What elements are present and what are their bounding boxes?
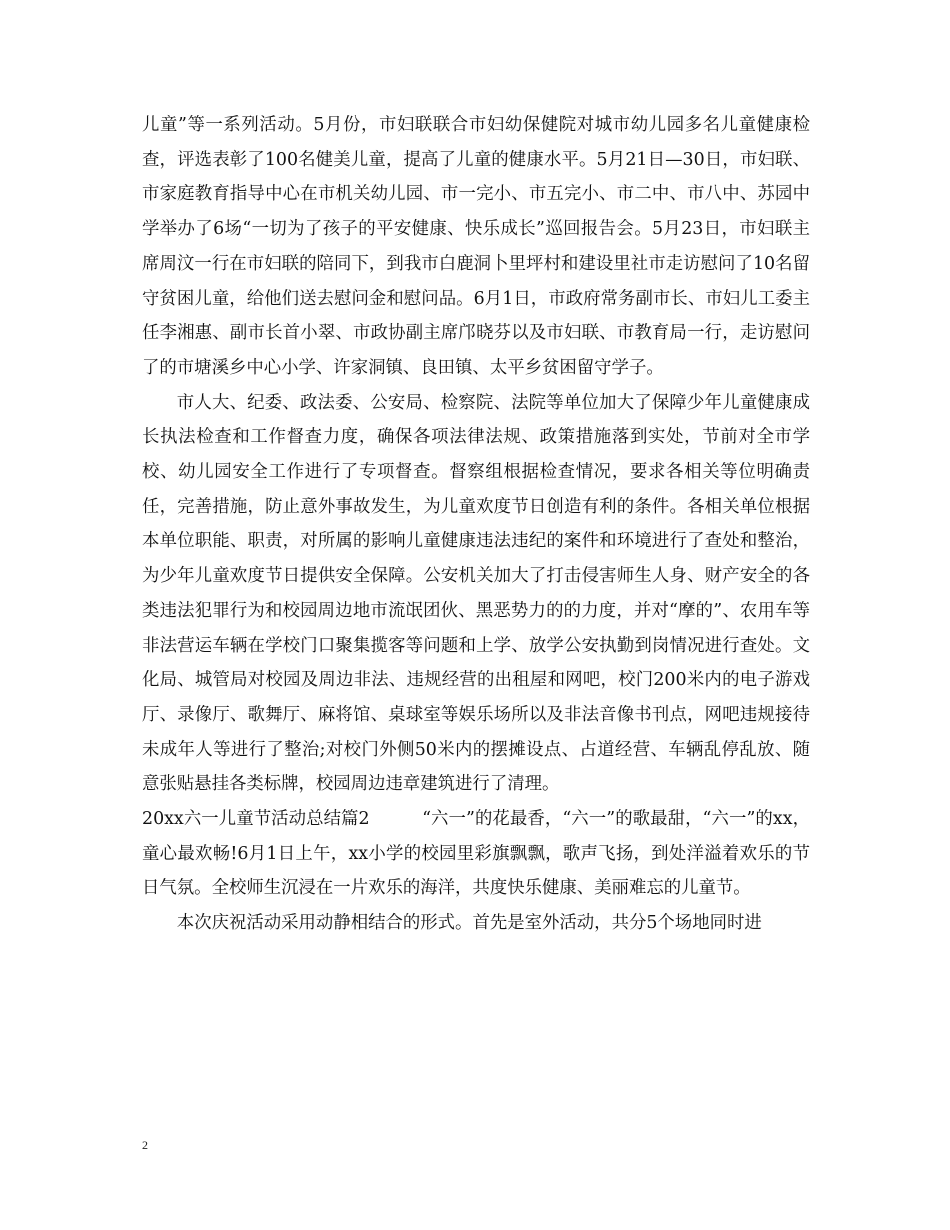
- paragraph-3: 20xx六一儿童节活动总结篇2 “六一”的花最香，“六一”的歌最甜，“六一”的xx，童心最欢畅!6月1日上午，xx小学的校园里彩旗飘飘，歌声飞扬，到处洋溢着欢乐的节日气氛。全校师生沉浸在一片欢乐的海洋，共度快乐健康、美丽难忘的儿童节。: [142, 809, 810, 899]
- paragraph-1: 儿童”等一系列活动。5月份，市妇联联合市妇幼保健院对城市幼儿园多名儿童健康检查，评选表彰了100名健美儿童，提高了儿童的健康水平。5月21日—30日，市妇联、市家庭教育指导中心在市机关幼儿园、市一完小、市五完小、市二中、市八中、苏园中学举办了6场“一切为了孩子的平安健康、快乐成长”巡回报告会。5月23日，市妇联主席周汶一行在市妇联的陪同下，到我市白鹿洞卜里坪村和建设里社市走访慰问了10名留守贫困儿童，给他们送去慰问金和慰问品。6月1日，市政府常务副市长、市妇儿工委主任李湘惠、副市长首小翠、市政协副主席邝晓芬以及市妇联、市教育局一行，走访慰问了的市塘溪乡中心小学、许家洞镇、良田镇、太平乡贫困留守学子。: [142, 115, 810, 378]
- paragraph-4: 本次庆祝活动采用动静相结合的形式。首先是室外活动，共分5个场地同时进: [176, 913, 762, 934]
- page-number: 2: [142, 1138, 148, 1152]
- paragraph-2: 市人大、纪委、政法委、公安局、检察院、法院等单位加大了保障少年儿童健康成长执法检查和工作督查力度，确保各项法律法规、政策措施落到实处，节前对全市学校、幼儿园安全工作进行了专项督查。督察组根据检查情况，要求各相关等位明确责任，完善措施，防止意外事故发生，为儿童欢度节日创造有利的条件。各相关单位根据本单位职能、职责，对所属的影响儿童健康违法违纪的案件和环境进行了查处和整治，为少年儿童欢度节日提供安全保障。公安机关加大了打击侵害师生人身、财产安全的各类违法犯罪行为和校园周边地市流氓团伙、黑恶势力的的力度，并对“摩的”、农用车等非法营运车辆在学校门口聚集揽客等问题和上学、放学公安执勤到岗情况进行查处。文化局、城管局对校园及周边非法、违规经营的出租屋和网吧，校门200米内的电子游戏厅、录像厅、歌舞厅、麻将馆、桌球室等娱乐场所以及非法音像书刊点，网吧违规接待未成年人等进行了整治;对校门外侧50米内的摆摊设点、占道经营、车辆乱停乱放、随意张贴悬挂各类标牌，校园周边违章建筑进行了清理。: [142, 392, 810, 795]
- document-body: [142, 108, 810, 941]
